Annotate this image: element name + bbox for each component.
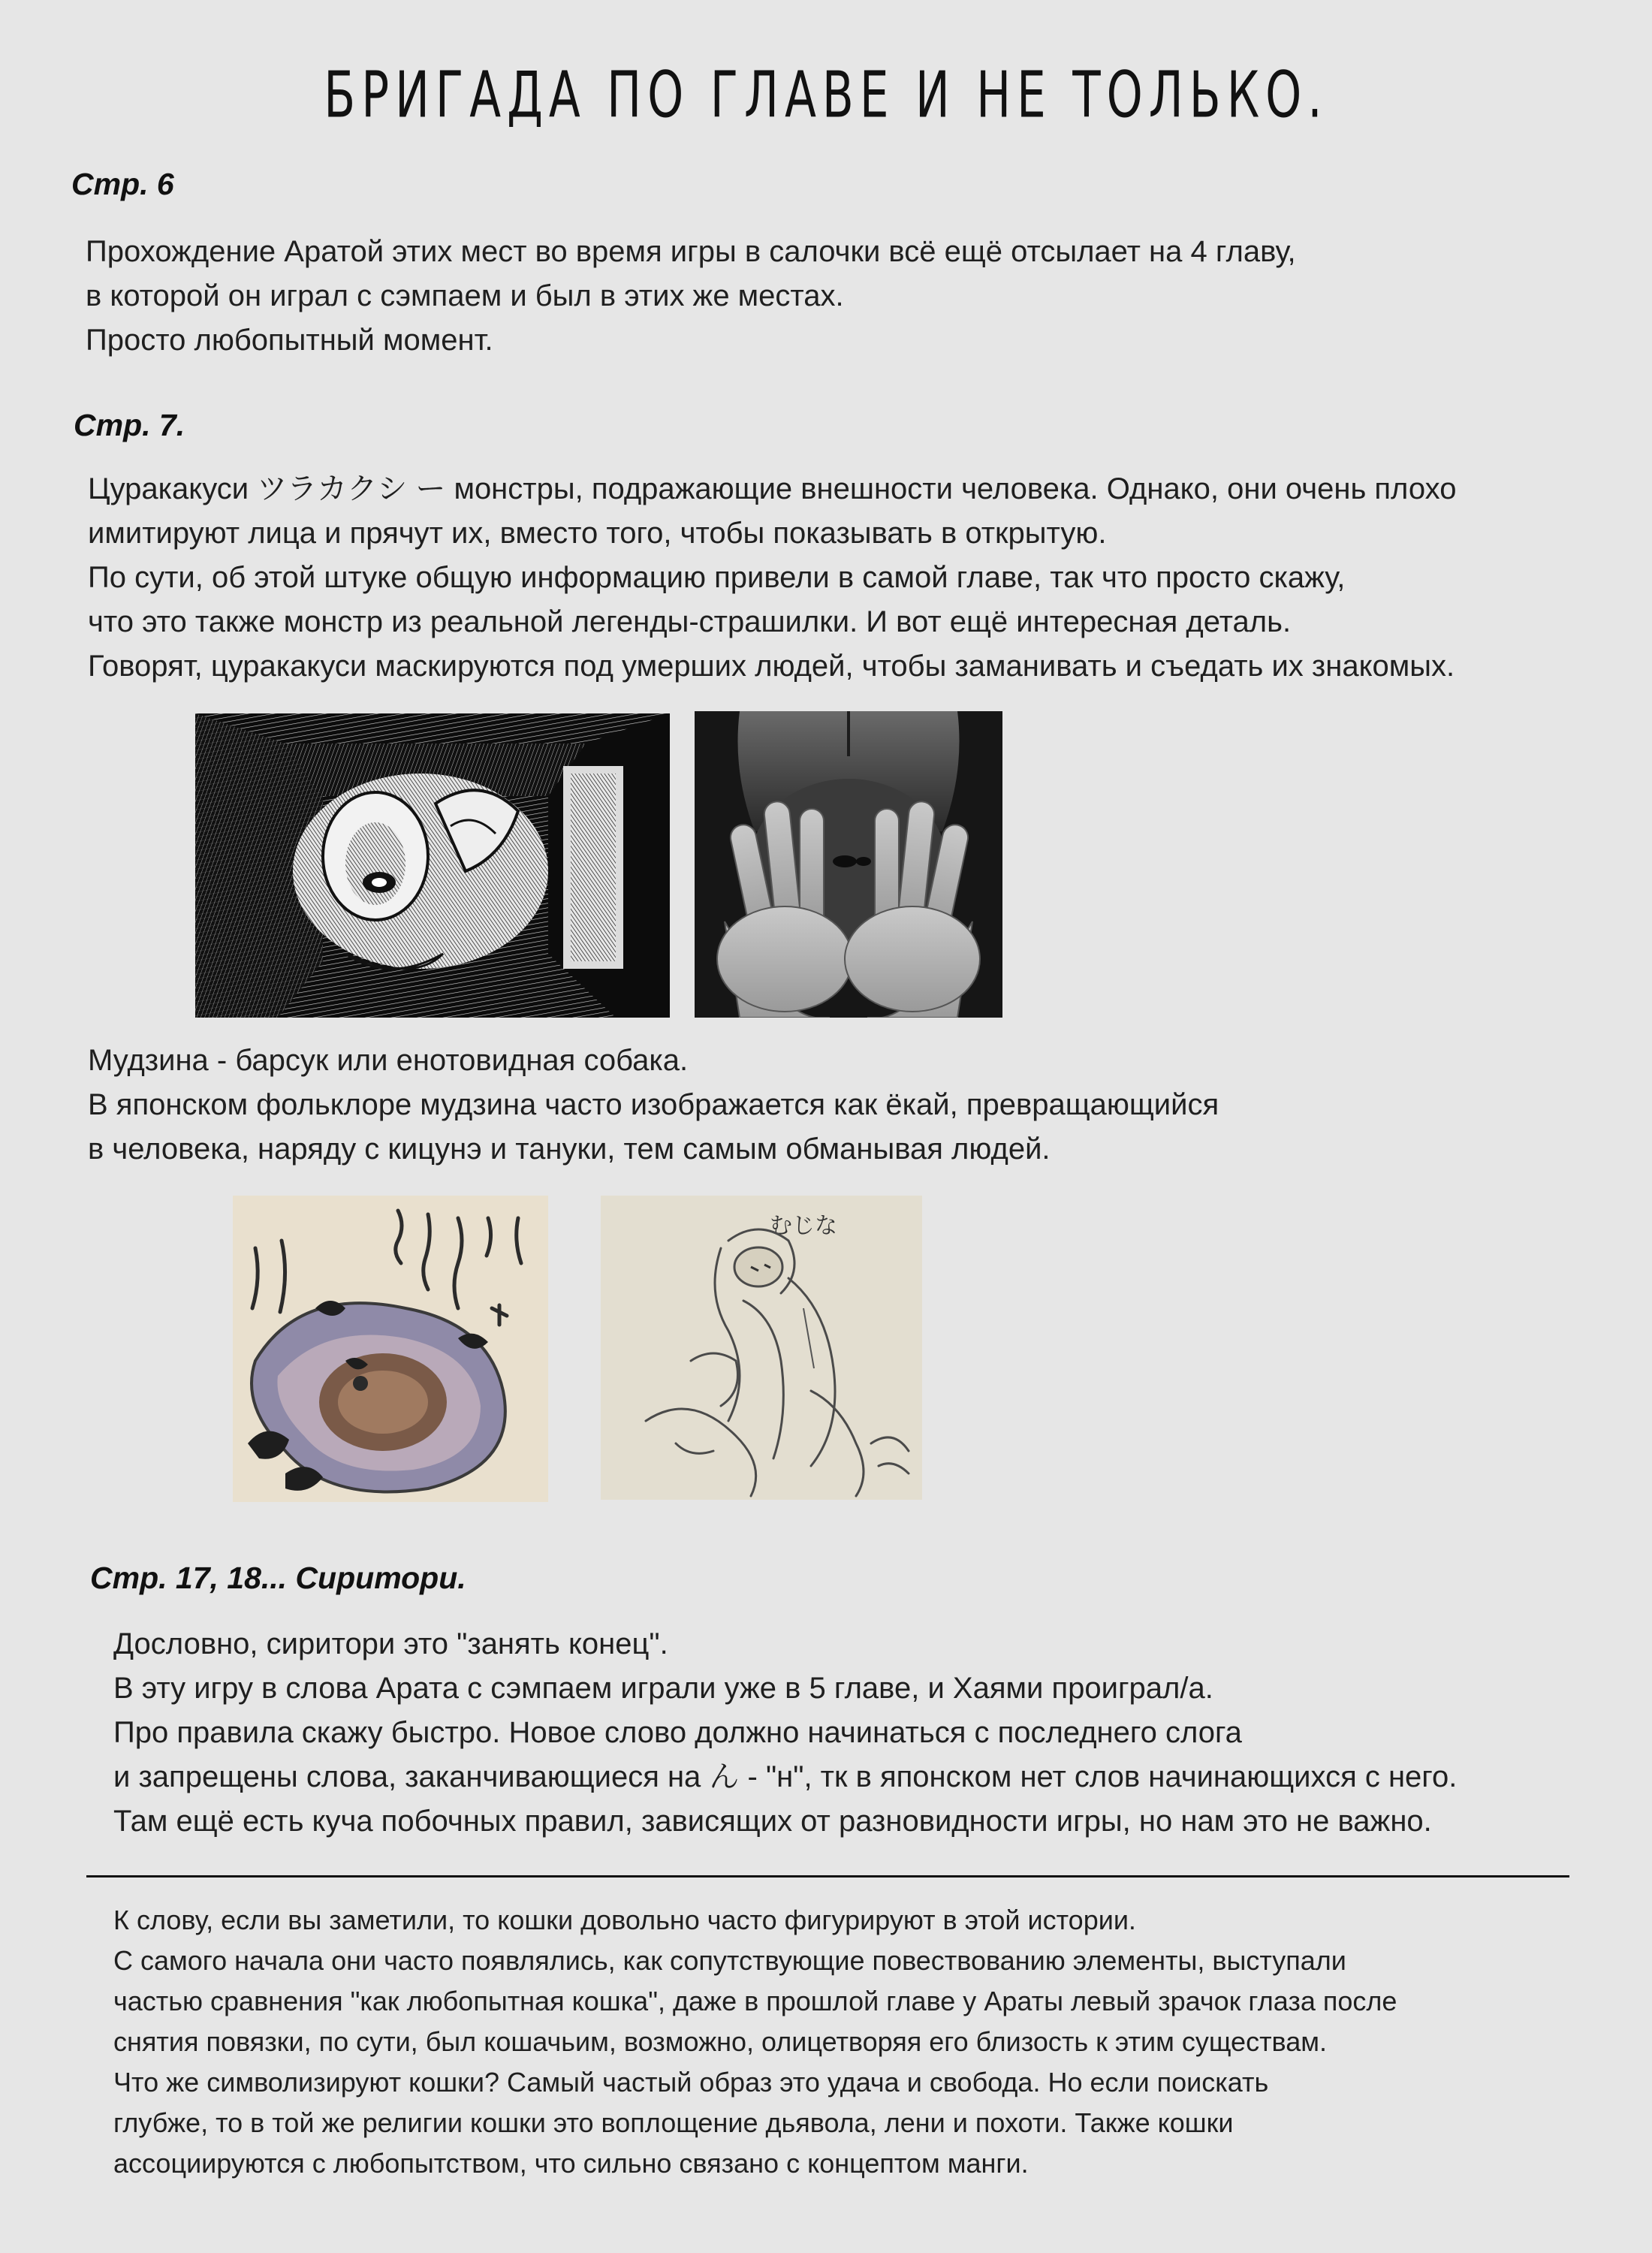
section-heading-p17: Стр. 17, 18... Сиритори.: [90, 1561, 466, 1595]
page-title: БРИГАДА ПО ГЛАВЕ И НЕ ТОЛЬКО.: [324, 59, 1328, 133]
text-line: и запрещены слова, заканчивающиеся на ん - "н", тк в японском нет слов начинающихся с него.: [113, 1760, 1458, 1793]
ukiyoe-icon: [233, 1196, 548, 1502]
text-line: Что же символизируют кошки? Самый частый образ это удача и свобода. Но если поискать: [113, 2067, 1269, 2098]
mudzina-text: [88, 1039, 1219, 1172]
illustration-icon: [195, 713, 670, 1018]
scroll-calligraphy: むじな: [770, 1213, 837, 1239]
text-line: в которой он играл с сэмпаем и был в этих же местах.: [86, 279, 844, 312]
section-text-p17: [113, 1622, 1457, 1844]
mujina-scroll-drawing: [601, 1196, 922, 1500]
text-line: частью сравнения "как любопытная кошка", даже в прошлой главе у Араты левый зрачок глаза после: [113, 1986, 1397, 2016]
photo-icon: [695, 711, 1002, 1018]
text-line: Говорят, цуракакуси маскируются под умерших людей, чтобы заманивать и съедать их знакомых.: [88, 650, 1455, 683]
manga-monster-illustration: [195, 713, 670, 1018]
text-line: Там ещё есть куча побочных правил, зависящих от разновидности игры, но нам это не важно.: [113, 1805, 1432, 1838]
text-line: ассоциируются с любопытством, что сильно связано с концептом манги.: [113, 2148, 1029, 2179]
text-line: Прохождение Аратой этих мест во время игры в салочки всё ещё отсылает на 4 главу,: [86, 235, 1296, 268]
section-text-p6: [86, 230, 1296, 363]
section-divider: [86, 1875, 1569, 1878]
text-line: В эту игру в слова Арата с сэмпаем играли уже в 5 главе, и Хаями проиграл/а.: [113, 1672, 1213, 1705]
mujina-ukiyoe-print: [233, 1196, 548, 1502]
text-line: Цуракакуси ツラカクシ ー монстры, подражающие внешности человека. Однако, они очень плохо: [88, 472, 1457, 505]
text-line: в человека, наряду с кицунэ и тануки, тем самым обманывая людей.: [88, 1133, 1051, 1166]
text-line: Дословно, сиритори это "занять конец".: [113, 1627, 668, 1660]
section-heading-p6: Стр. 6: [71, 167, 174, 201]
text-line: глубже, то в той же религии кошки это воплощение дьявола, лени и похоти. Также кошки: [113, 2107, 1234, 2138]
section-text-p7: [88, 467, 1456, 689]
text-line: К слову, если вы заметили, то кошки довольно часто фигурируют в этой истории.: [113, 1905, 1136, 1935]
text-line: Просто любопытный момент.: [86, 324, 493, 357]
text-line: По сути, об этой штуке общую информацию привели в самой главе, так что просто скажу,: [88, 561, 1346, 594]
section-heading-p7: Стр. 7.: [74, 408, 185, 442]
hands-face-photo: [695, 711, 1002, 1018]
text-line: Мудзина - барсук или енотовидная собака.: [88, 1044, 689, 1077]
text-line: В японском фольклоре мудзина часто изображается как ёкай, превращающийся: [88, 1088, 1219, 1121]
text-line: С самого начала они часто появлялись, как сопутствующие повествованию элементы, выступали: [113, 1945, 1346, 1976]
cats-note-text: [113, 1900, 1397, 2184]
text-line: имитируют лица и прячут их, вместо того, чтобы показывать в открытую.: [88, 517, 1107, 550]
text-line: что это также монстр из реальной легенды-страшилки. И вот ещё интересная деталь.: [88, 605, 1292, 638]
text-line: снятия повязки, по сути, был кошачьим, возможно, олицетворяя его близость к этим существам.: [113, 2026, 1328, 2057]
text-line: Про правила скажу быстро. Новое слово должно начинаться с последнего слога: [113, 1716, 1242, 1749]
scroll-icon: [601, 1196, 922, 1500]
